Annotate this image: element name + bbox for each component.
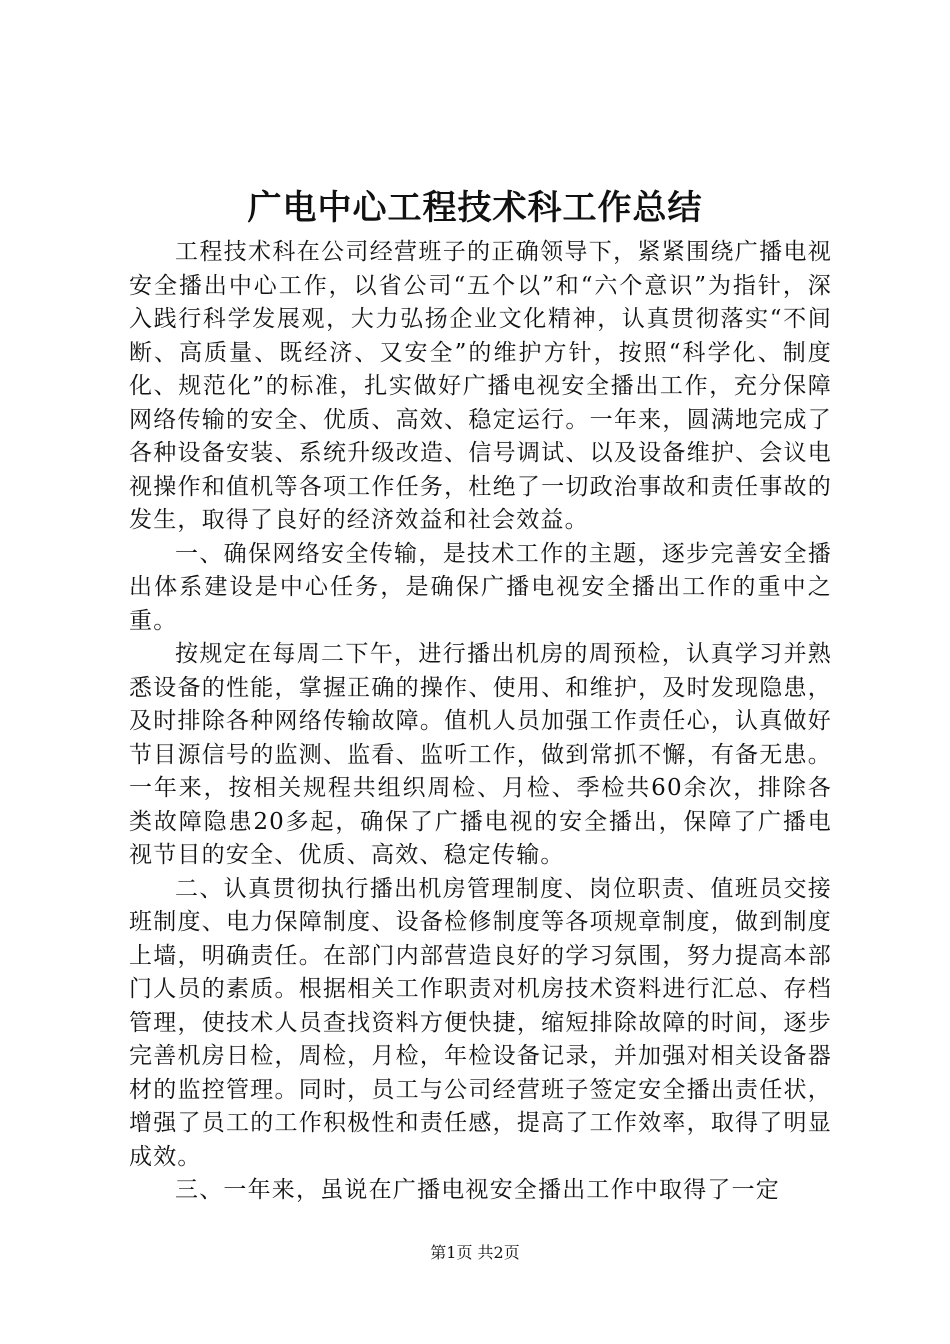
paragraph-intro: 工程技术科在公司经营班子的正确领导下，紧紧围绕广播电视安全播出中心工作，以省公司“五个以”和“六个意识”为指针，深入践行科学发展观，大力弘扬企业文化精神，认真贯彻落实“不间断、高质量、既经济、又安全”的维护方针，按照“科学化、制度化、规范化”的标准，扎实做好广播电视安全播出工作，充分保障网络传输的安全、优质、高效、稳定运行。一年来，圆满地完成了各种设备安装、系统升级改造、信号调试、以及设备维护、会议电视操作和值机等各项工作任务，杜绝了一切政治事故和责任事故的发生，取得了良好的经济效益和社会效益。 (129, 239, 832, 533)
paragraph-section-1-heading: 一、确保网络安全传输，是技术工作的主题，逐步完善安全播出体系建设是中心任务，是确保广播电视安全播出工作的重中之重。 (129, 540, 832, 634)
document-body (129, 236, 832, 1208)
paragraph-section-2: 二、认真贯彻执行播出机房管理制度、岗位职责、值班员交接班制度、电力保障制度、设备检修制度等各项规章制度，做到制度上墙，明确责任。在部门内部营造良好的学习氛围，努力提高本部门人员的素质。根据相关工作职责对机房技术资料进行汇总、存档管理，使技术人员查找资料方便快捷，缩短排除故障的时间，逐步完善机房日检，周检，月检，年检设备记录，并加强对相关设备器材的监控管理。同时，员工与公司经营班子签定安全播出责任状，增强了员工的工作积极性和责任感，提高了工作效率，取得了明显成效。 (129, 875, 832, 1170)
paragraph-section-1-detail: 按规定在每周二下午，进行播出机房的周预检，认真学习并熟悉设备的性能，掌握正确的操作、使用、和维护，及时发现隐患，及时排除各种网络传输故障。值机人员加强工作责任心，认真做好节目源信号的监测、监看、监听工作，做到常抓不懈，有备无患。一年来，按相关规程共组织周检、月检、季检共60余次，排除各类故障隐患20多起，确保了广播电视的安全播出，保障了广播电视节目的安全、优质、高效、稳定传输。 (129, 641, 832, 868)
document-title: 广电中心工程技术科工作总结 (247, 188, 703, 228)
page-number-footer: 第1页 共2页 (430, 1243, 520, 1262)
paragraph-section-3: 三、一年来，虽说在广播电视安全播出工作中取得了一定 (175, 1177, 780, 1203)
